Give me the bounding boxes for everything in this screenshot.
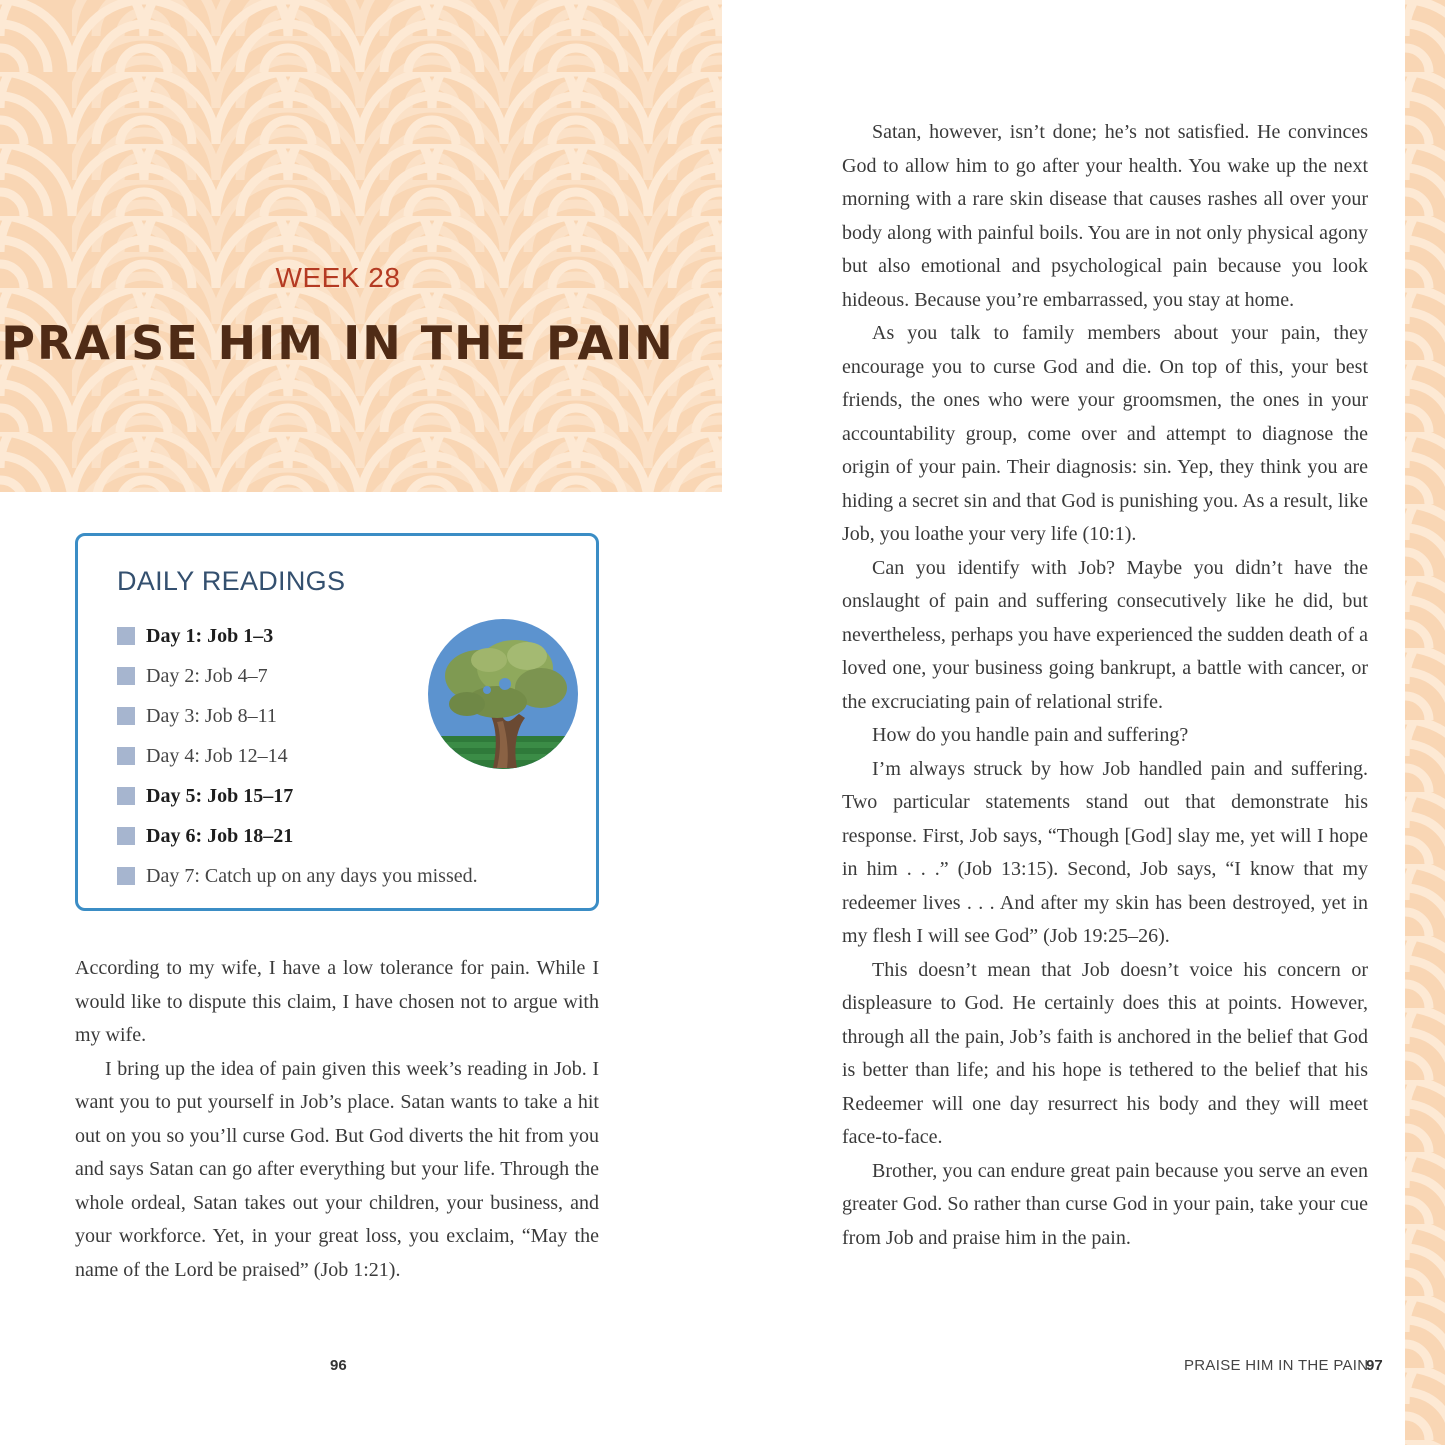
- paragraph: Brother, you can endure great pain because you serve an even greater God. So rather than curse God in your pain, take your cue from Job and praise him in the pain.: [842, 1159, 1368, 1249]
- page-number-right: 97: [1366, 1357, 1383, 1374]
- reading-item: [117, 776, 478, 816]
- reading-item: [117, 696, 478, 736]
- header-pattern-band: [0, 0, 722, 492]
- paragraph: I’m always struck by how Job handled pain and suffering. Two particular statements stand out that demonstrate his response. First, Job says, “Though [God] slay me, yet will I hope in him . . .” (Job 13:15). Second, Job says, “I know that my redeemer lives . . . And after my skin has been destroyed, yet in my flesh I will see God” (Job 19:25–26).: [842, 757, 1368, 947]
- reading-label: Day 5: Job 15–17: [146, 784, 294, 807]
- chapter-title: PRAISE HIM IN THE PAIN: [1, 316, 675, 370]
- reading-item: [117, 856, 478, 896]
- right-page-body: [842, 116, 1368, 1255]
- paragraph: This doesn’t mean that Job doesn’t voice his concern or displeasure to God. He certainly does this at points. However, through all the pain, Job’s faith is anchored in the belief that God is better than life; and his hope is tethered to the belief that his Redeemer will one day resurrect his body and they will meet face-to-face.: [842, 958, 1368, 1148]
- paragraph: As you talk to family members about your pain, they encourage you to curse God and die. On top of this, your best friends, the ones who were your groomsmen, the ones in your accountability group, come over and attempt to diagnose the origin of your pain. Their diagnosis: sin. Yep, they think you are hiding a secret sin and that God is punishing you. As a result, like Job, you loathe your very life (10:1).: [842, 322, 1368, 545]
- reading-label: Day 6: Job 18–21: [146, 824, 294, 847]
- week-label: WEEK 28: [275, 262, 401, 293]
- checkbox-icon[interactable]: [117, 707, 135, 725]
- left-page-body: [75, 952, 599, 1287]
- daily-readings-box: [75, 533, 599, 911]
- paragraph: Satan, however, isn’t done; he’s not satisfied. He convinces God to allow him to go after your health. You wake up the next morning with a rare skin disease that causes rashes all over your body along with painful boils. You are in not only physical agony but also emotional and psychological pain because you look hideous. Because you’re embarrassed, you stay at home.: [842, 121, 1368, 311]
- reading-label: Day 7: Catch up on any days you missed.: [146, 864, 478, 887]
- paragraph: According to my wife, I have a low tolerance for pain. While I would like to dispute this claim, I have chosen not to argue with my wife.: [75, 957, 599, 1046]
- paragraph: Can you identify with Job? Maybe you didn’t have the onslaught of pain and suffering consecutively like he did, but nevertheless, perhaps you have experienced the sudden death of a loved one, your business going bankrupt, a battle with cancer, or the excruciating pain of relational strife.: [842, 556, 1368, 713]
- daily-readings-list: [117, 616, 478, 896]
- checkbox-icon[interactable]: [117, 867, 135, 885]
- reading-label: Day 1: Job 1–3: [146, 624, 274, 647]
- reading-item: [117, 816, 478, 856]
- wave-pattern-background: [0, 0, 722, 492]
- reading-item: [117, 656, 478, 696]
- running-head: PRAISE HIM IN THE PAIN: [1184, 1357, 1369, 1374]
- page-edge-pattern-strip: [1405, 0, 1445, 1445]
- checkbox-icon[interactable]: [117, 747, 135, 765]
- page-number-left: 96: [330, 1357, 347, 1374]
- checkbox-icon[interactable]: [117, 627, 135, 645]
- paragraph: How do you handle pain and suffering?: [872, 724, 1189, 746]
- reading-label: Day 4: Job 12–14: [146, 744, 288, 767]
- checkbox-icon[interactable]: [117, 667, 135, 685]
- daily-readings-title: DAILY READINGS: [117, 566, 346, 596]
- reading-label: Day 3: Job 8–11: [146, 704, 277, 727]
- checkbox-icon[interactable]: [117, 827, 135, 845]
- reading-item: [117, 616, 478, 656]
- reading-label: Day 2: Job 4–7: [146, 664, 268, 687]
- edge-wave-pattern: [1405, 0, 1445, 1445]
- checkbox-icon[interactable]: [117, 787, 135, 805]
- reading-item: [117, 736, 478, 776]
- tree-illustration: [427, 618, 579, 770]
- paragraph: I bring up the idea of pain given this week’s reading in Job. I want you to put yourself in Job’s place. Satan wants to take a hit out on you so you’ll curse God. But God diverts the hit from you and says Satan can go after everything but your life. Through the whole ordeal, Satan takes out your children, your business, and your workforce. Yet, in your great loss, you exclaim, “May the name of the Lord be praised” (Job 1:21).: [75, 1057, 599, 1281]
